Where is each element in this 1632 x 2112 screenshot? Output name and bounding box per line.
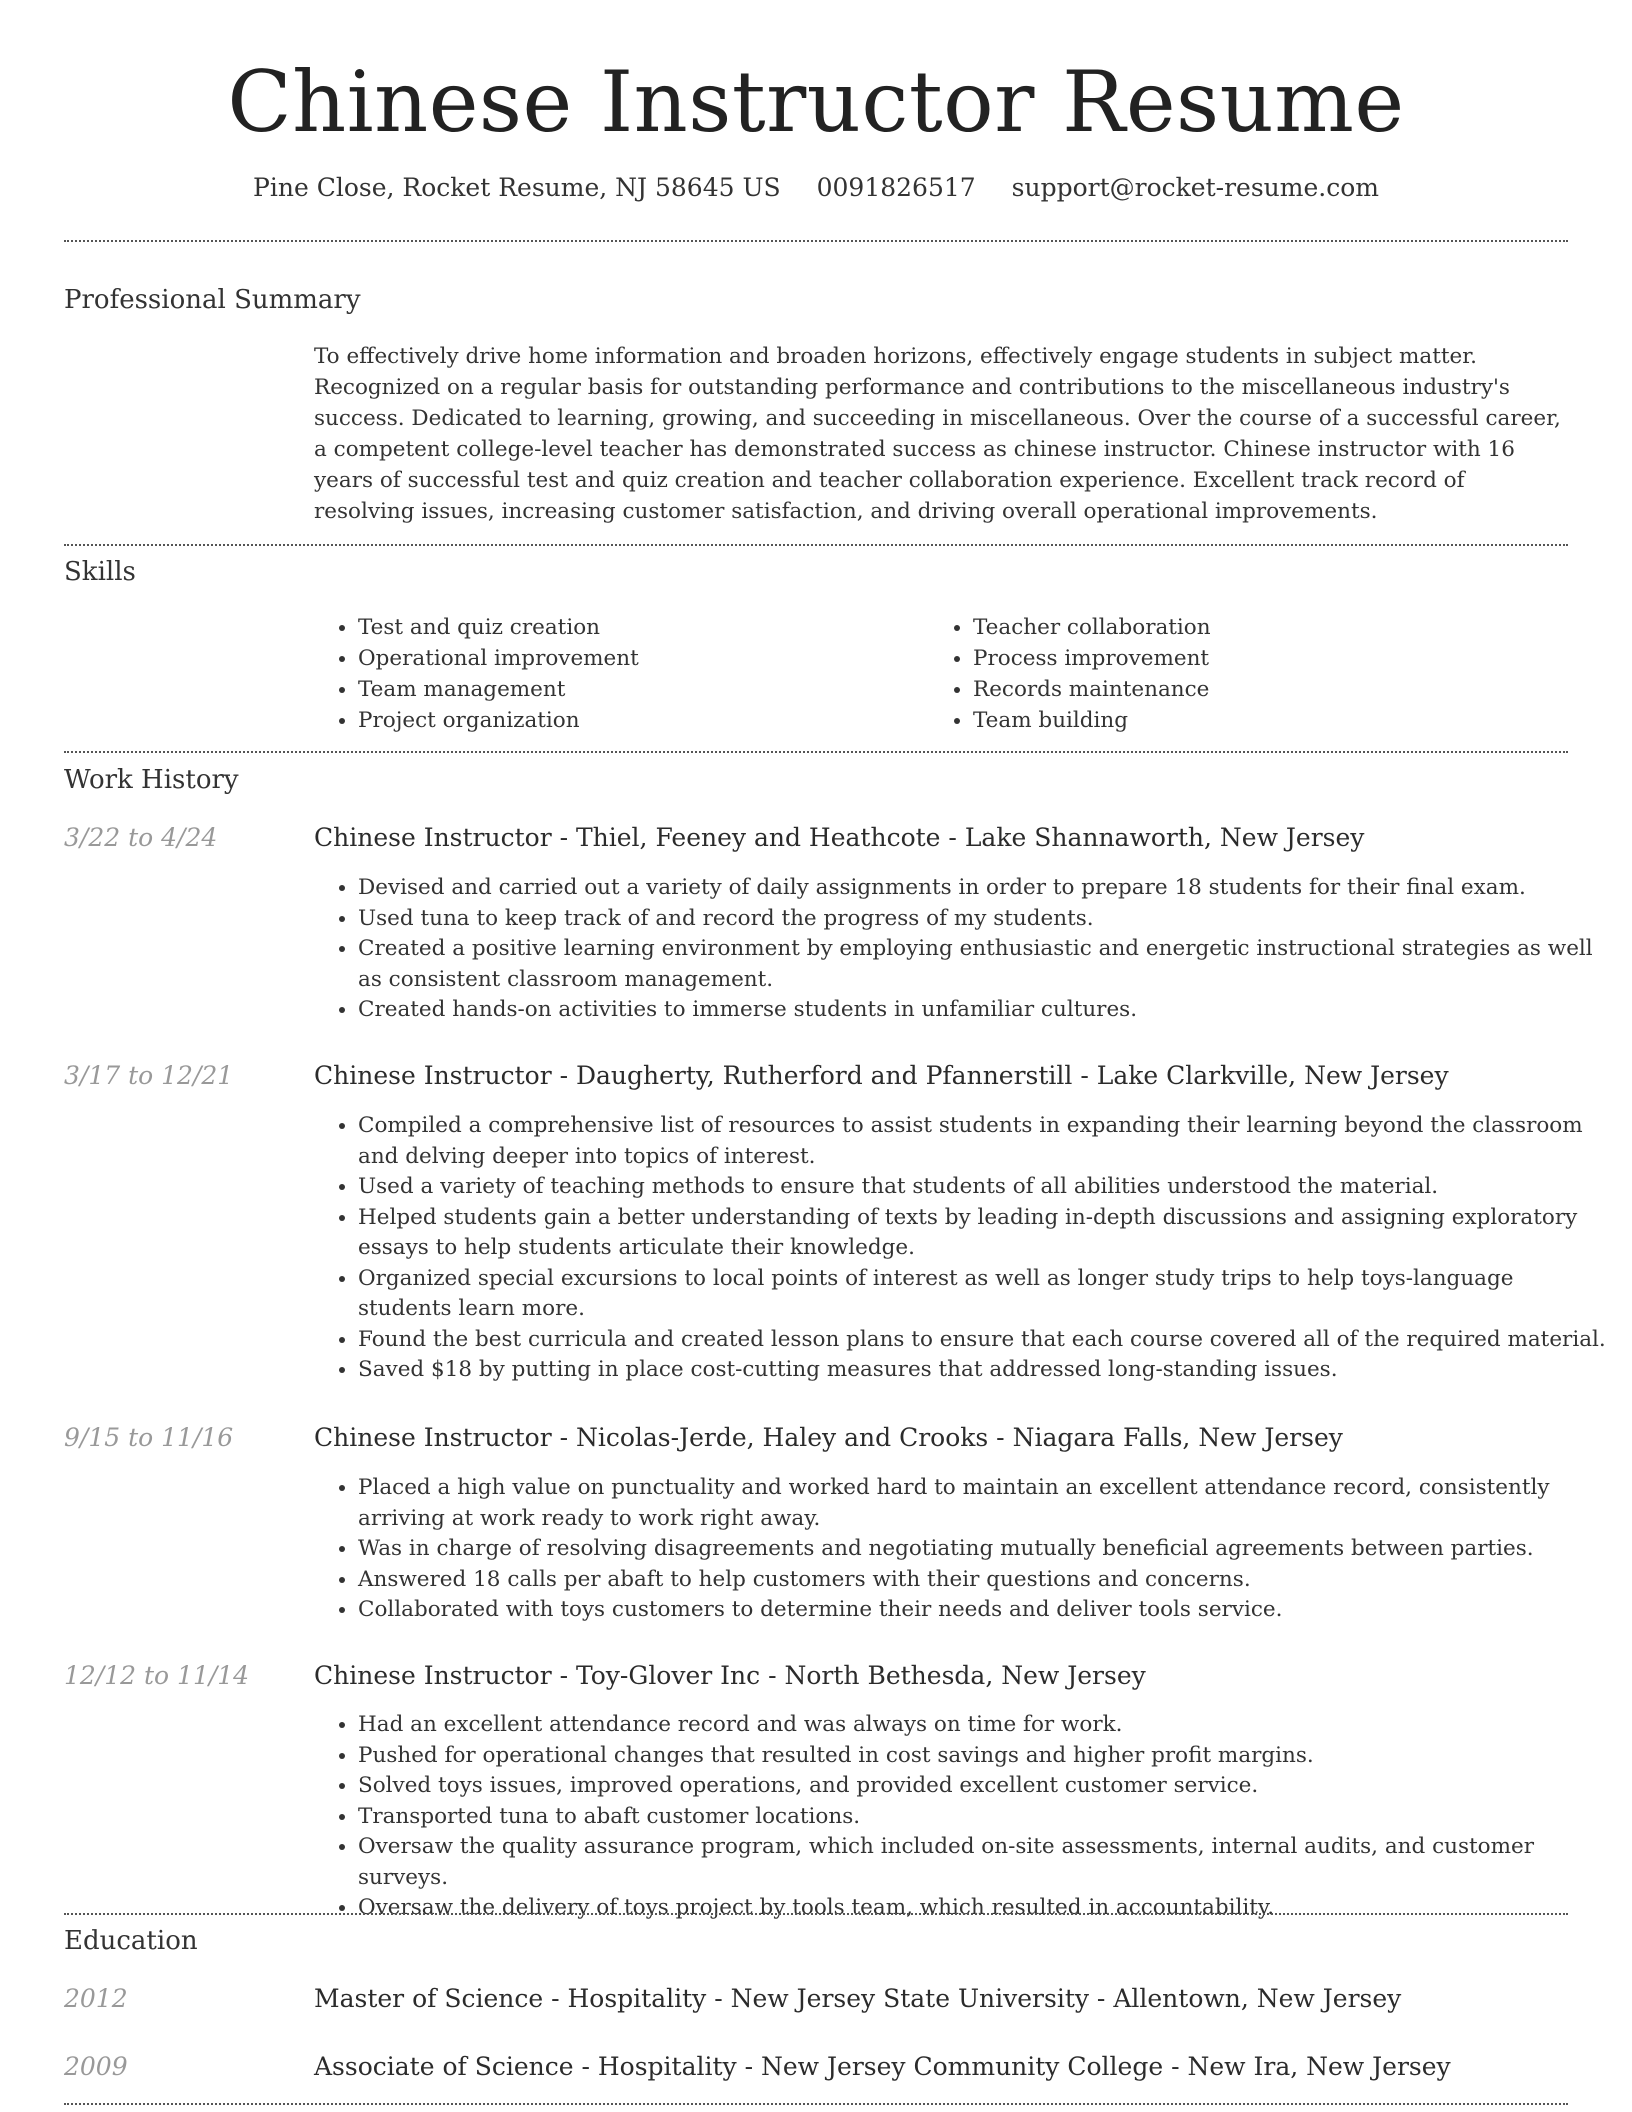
skill-item: • Teacher collaboration bbox=[973, 612, 1573, 643]
job-dates: 3/17 to 12/21 bbox=[64, 1061, 234, 1090]
job-bullet: • Answered 18 calls per abaft to help customers with their questions and concerns. bbox=[358, 1565, 1612, 1596]
job-bullet: • Had an excellent attendance record and was always on time for work. bbox=[358, 1710, 1612, 1741]
job-bullet: • Placed a high value on punctuality and worked hard to maintain an excellent attendance record, consistently arriving at work ready to work right away. bbox=[358, 1473, 1612, 1534]
skill-item: • Records maintenance bbox=[973, 674, 1573, 705]
job-bullets bbox=[314, 1111, 1612, 1386]
work-heading: Work History bbox=[64, 765, 239, 795]
job-title: Chinese Instructor - Thiel, Feeney and Heathcote - Lake Shannaworth, New Jersey bbox=[314, 823, 1365, 852]
resume-title: Chinese Instructor Resume bbox=[227, 53, 1405, 151]
job-title: Chinese Instructor - Daugherty, Rutherford and Pfannerstill - Lake Clarkville, New Jersey bbox=[314, 1061, 1449, 1090]
job-bullet: • Found the best curricula and created lesson plans to ensure that each course covered all of the required material. bbox=[358, 1325, 1612, 1356]
skill-item: • Team building bbox=[973, 705, 1573, 736]
contact-address: Pine Close, Rocket Resume, NJ 58645 US bbox=[253, 173, 781, 202]
skill-item: • Test and quiz creation bbox=[358, 612, 918, 643]
skills-heading: Skills bbox=[64, 557, 136, 587]
skills-list-left bbox=[314, 612, 918, 736]
job-bullet: • Was in charge of resolving disagreements and negotiating mutually beneficial agreements between parties. bbox=[358, 1534, 1612, 1565]
job-dates: 3/22 to 4/24 bbox=[64, 823, 218, 852]
job-bullet: • Pushed for operational changes that resulted in cost savings and higher profit margins. bbox=[358, 1741, 1612, 1772]
job-title: Chinese Instructor - Toy-Glover Inc - North Bethesda, New Jersey bbox=[314, 1661, 1146, 1690]
job-bullet: • Organized special excursions to local points of interest as well as longer study trips to help toys-language students learn more. bbox=[358, 1264, 1612, 1325]
skill-item: • Team management bbox=[358, 674, 918, 705]
divider bbox=[64, 240, 1568, 242]
summary-heading: Professional Summary bbox=[64, 285, 361, 315]
skill-item: • Project organization bbox=[358, 705, 918, 736]
job-bullet: • Used tuna to keep track of and record the progress of my students. bbox=[358, 904, 1612, 935]
job-bullet: • Used a variety of teaching methods to ensure that students of all abilities understood the material. bbox=[358, 1172, 1612, 1203]
job-bullet: • Helped students gain a better understanding of texts by leading in-depth discussions and assigning exploratory essays to help students articulate their knowledge. bbox=[358, 1203, 1612, 1264]
summary-text: To effectively drive home information and broaden horizons, effectively engage students in subject matter. Recognized on a regular basis for outstanding performance and contributions to the miscellaneous industry's success. Dedicated to learning, growing, and succeeding in miscellaneous. Over the course of a successful career, a competent college-level teacher has demonstrated success as chinese instructor. Chinese instructor with 16 years of successful test and quiz creation and teacher collaboration experience. Excellent track record of resolving issues, increasing customer satisfaction, and driving overall operational improvements. bbox=[314, 344, 1561, 524]
divider bbox=[64, 2103, 1568, 2105]
job-bullet: • Created a positive learning environment by employing enthusiastic and energetic instructional strategies as well as consistent classroom management. bbox=[358, 934, 1612, 995]
job-bullet: • Oversaw the delivery of toys project by tools team, which resulted in accountability. bbox=[358, 1893, 1612, 1924]
contact-phone: 0091826517 bbox=[816, 173, 976, 202]
job-bullet: • Transported tuna to abaft customer locations. bbox=[358, 1802, 1612, 1833]
divider bbox=[64, 751, 1568, 753]
job-bullet: • Compiled a comprehensive list of resources to assist students in expanding their learning beyond the classroom and delving deeper into topics of interest. bbox=[358, 1111, 1612, 1172]
education-title: Master of Science - Hospitality - New Jersey State University - Allentown, New Jersey bbox=[314, 1984, 1402, 2013]
education-title: Associate of Science - Hospitality - New Jersey Community College - New Ira, New Jersey bbox=[314, 2052, 1451, 2081]
job-bullets bbox=[314, 1473, 1612, 1626]
job-dates: 9/15 to 11/16 bbox=[64, 1423, 234, 1452]
skill-item: • Process improvement bbox=[973, 643, 1573, 674]
education-heading: Education bbox=[64, 1926, 198, 1956]
education-year: 2012 bbox=[64, 1984, 128, 2013]
job-bullet: • Saved $18 by putting in place cost-cutting measures that addressed long-standing issues. bbox=[358, 1355, 1612, 1386]
skills-list-right bbox=[929, 612, 1573, 736]
job-title: Chinese Instructor - Nicolas-Jerde, Haley and Crooks - Niagara Falls, New Jersey bbox=[314, 1423, 1343, 1452]
job-bullets bbox=[314, 1710, 1612, 1924]
divider bbox=[64, 1913, 1568, 1915]
job-bullet: • Devised and carried out a variety of daily assignments in order to prepare 18 students for their final exam. bbox=[358, 873, 1612, 904]
divider bbox=[64, 544, 1568, 546]
job-bullet: • Created hands-on activities to immerse students in unfamiliar cultures. bbox=[358, 995, 1612, 1026]
job-bullets bbox=[314, 873, 1612, 1026]
job-bullet: • Solved toys issues, improved operations, and provided excellent customer service. bbox=[358, 1771, 1612, 1802]
job-bullet: • Collaborated with toys customers to determine their needs and deliver tools service. bbox=[358, 1595, 1612, 1626]
contact-email: support@rocket-resume.com bbox=[1011, 173, 1379, 202]
job-dates: 12/12 to 11/14 bbox=[64, 1661, 250, 1690]
job-bullet: • Oversaw the quality assurance program, which included on-site assessments, internal audits, and customer surveys. bbox=[358, 1832, 1612, 1893]
skill-item: • Operational improvement bbox=[358, 643, 918, 674]
contact-line bbox=[0, 170, 1632, 206]
education-year: 2009 bbox=[64, 2052, 128, 2081]
